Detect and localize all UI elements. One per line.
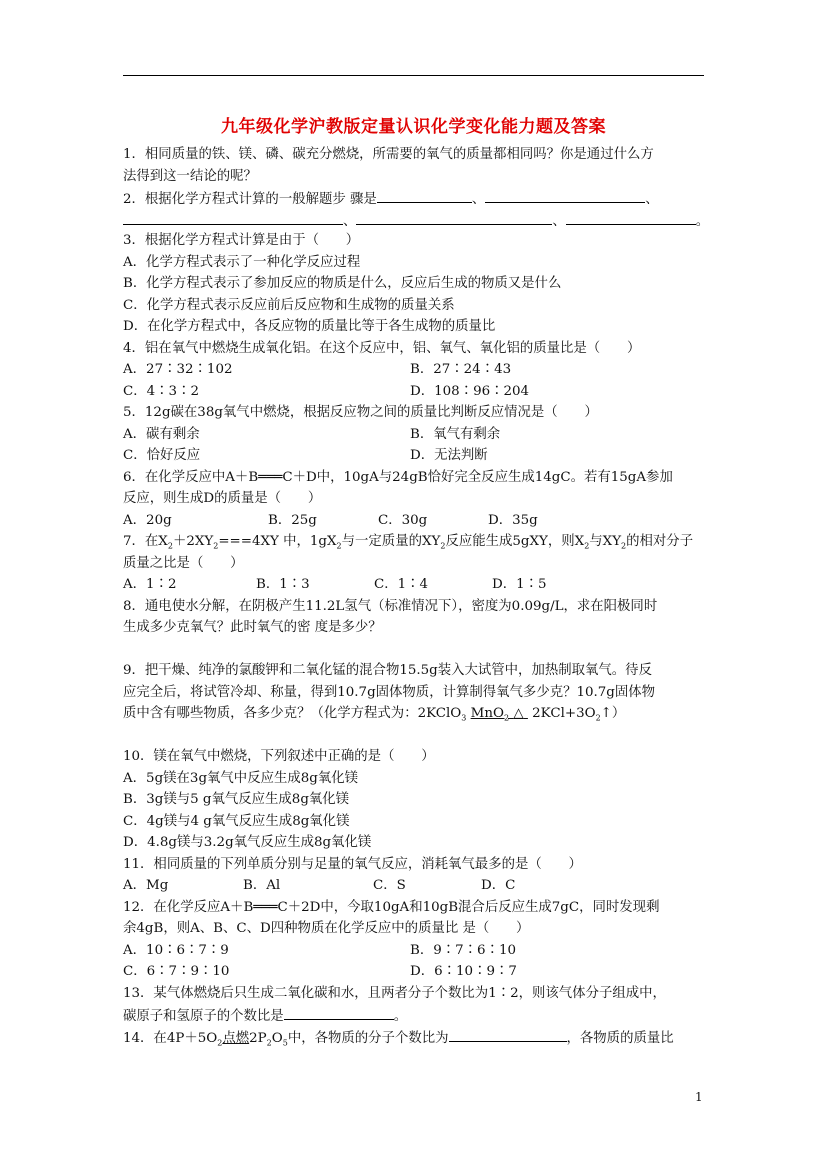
q8-line-1: 8．通电使水分解，在阴极产生11.2L氢气（标准情况下），密度为0.09g/L，求在阳极同时 xyxy=(123,598,658,614)
q6-option-b: B．25g xyxy=(268,512,317,528)
q6-line-2: 反应，则生成D的质量是（ ） xyxy=(123,491,322,506)
q9-line-2: 应完全后，将试管冷却、称量，得到10.7g固体物质，计算制得氧气多少克？10.7g固体物 xyxy=(123,684,656,700)
q14-line-1: 14．在$4P+5O_2$点燃$2P_2O_5$中，各物质的分子个数比为 ，各物质的质量比 xyxy=(123,1026,707,1048)
q11-option-b: B．Al xyxy=(243,878,281,893)
q2-line-1: 2．根据化学方程式计算的一般解题步 骤是 、 、 xyxy=(123,187,707,209)
q3-stem: 3．根据化学方程式计算是由于（ ） xyxy=(123,233,360,248)
header-rule xyxy=(123,75,704,76)
q5-stem: 5．12g碳在38g氧气中燃烧，根据反应物之间的质量比判断反应情况是（ ） xyxy=(123,405,598,420)
q7-option-c: C．1∶4 xyxy=(374,577,429,592)
answer-blank[interactable] xyxy=(449,1026,567,1042)
q11-option-a: A．Mg xyxy=(123,878,169,893)
q6-option-c: C．30g xyxy=(378,512,428,528)
q6-options xyxy=(123,510,707,532)
q3-option-a: A．化学方程式表示了一种化学反应过程 xyxy=(123,254,361,270)
q13-line-2: 碳原子和氢原子的个数比是 。 xyxy=(123,1004,707,1026)
q8-line-2: 生成多少克氧气？此时氧气的密 度是多少？ xyxy=(123,620,382,635)
q7-options xyxy=(123,574,707,596)
answer-blank[interactable] xyxy=(377,187,472,203)
q6-option-d: D．35g xyxy=(488,512,538,528)
q4-options-cd xyxy=(123,381,707,403)
q9-line-1: 9．把干燥、纯净的氯酸钾和二氧化锰的混合物15.5g装入大试管中，加热制取氧气。待反 xyxy=(123,663,652,678)
q10-stem: 10．镁在氧气中燃烧，下列叙述中正确的是（ ） xyxy=(123,749,435,764)
q5-option-b: B．氧气有剩余 xyxy=(410,426,501,442)
q12-option-b: B．9∶7∶6∶10 xyxy=(410,942,517,958)
q7-option-b: B．1∶3 xyxy=(256,577,310,592)
reaction-condition: MnO$_2$ △ xyxy=(470,706,524,723)
answer-blank[interactable] xyxy=(485,187,645,203)
q5-option-c: C．恰好反应 xyxy=(123,448,201,463)
q5-options-ab xyxy=(123,424,707,446)
q4-options-ab xyxy=(123,359,707,381)
q5-options-cd xyxy=(123,445,707,467)
q12-option-c: C．6∶7∶9∶10 xyxy=(123,964,230,979)
q3-option-c: C．化学方程式表示反应前后反应物和生成物的质量关系 xyxy=(123,297,455,313)
answer-blank[interactable] xyxy=(123,209,343,225)
answer-blank[interactable] xyxy=(566,209,696,225)
q12-option-a: A．10∶6∶7∶9 xyxy=(123,942,229,958)
answer-blank[interactable] xyxy=(356,209,552,225)
reaction-condition: 点燃 xyxy=(222,1030,250,1046)
q4-option-b: B．27∶24∶43 xyxy=(410,362,512,377)
q12-line-1: 12．在化学反应A＋B═══C＋2D中，今取10gA和10gB混合后反应生成7gC，同时发现剩 xyxy=(123,899,660,915)
q2-stem: 2．根据化学方程式计算的一般解题步 骤是 xyxy=(123,192,377,207)
q4-option-d: D．108∶96∶204 xyxy=(410,383,530,399)
q4-option-a: A．27∶32∶102 xyxy=(123,362,233,377)
q2-line-2: 、 、 。 xyxy=(123,209,707,231)
q7-option-a: A．1∶2 xyxy=(123,577,177,592)
q13-line-1: 13．某气体燃烧后只生成二氧化碳和水，且两者分子个数比为1∶2，则该气体分子组成中， xyxy=(123,985,666,1001)
page-title: 九年级化学沪教版定量认识化学变化能力题及答案 xyxy=(221,117,606,137)
q10-option-d: D．4.8g镁与3.2g氧气反应生成8g氧化镁 xyxy=(123,835,372,850)
q5-option-a: A．碳有剩余 xyxy=(123,426,200,442)
q12-option-d: D．6∶10∶9∶7 xyxy=(410,964,517,979)
q12-options-cd xyxy=(123,961,707,983)
q4-stem: 4．铝在氧气中燃烧生成氧化铝。在这个反应中，铝、氧气、氧化铝的质量比是（ ） xyxy=(123,340,641,356)
q10-option-a: A．5g镁在3g氧气中反应生成8g氧化镁 xyxy=(123,770,359,786)
q7-option-d: D．1∶5 xyxy=(492,577,547,592)
q11-options xyxy=(123,875,707,897)
q11-option-d: D．C xyxy=(481,878,516,893)
q12-options-ab xyxy=(123,940,707,962)
q1-line-2: 法得到这一结论的呢？ xyxy=(123,168,257,184)
page-number: 1 xyxy=(695,1090,703,1104)
q12-line-2: 余4gB，则A、B、C、D四种物质在化学反应中的质量比 是（ ） xyxy=(123,921,530,936)
q6-line-1: 6．在化学反应中A＋B═══C＋D中，10gA与24gB恰好完全反应生成14gC。若有15gA参加 xyxy=(123,469,673,485)
q9-line-3: 质中含有哪些物质，各多少克？（化学方程式为：2KClO$_3$ MnO$_2$ △ $2KCl+3O_2↑$） xyxy=(123,706,626,723)
q10-option-b: B．3g镁与5 g氧气反应生成8g氧化镁 xyxy=(123,792,350,807)
q7-line-1: 7．在$X_2+2XY_2===4XY$ 中，$1gX_2$与一定质量的$XY_2$反应能生成5gXY，则$X_2$与$XY_2$的相对分子 xyxy=(123,534,694,551)
answer-blank[interactable] xyxy=(284,1004,394,1020)
q3-option-d: D．在化学方程式中，各反应物的质量比等于各生成物的质量比 xyxy=(123,319,496,334)
q3-option-b: B．化学方程式表示了参加反应的物质是什么，反应后生成的物质又是什么 xyxy=(123,276,562,291)
q5-option-d: D．无法判断 xyxy=(410,448,488,463)
heat-triangle-icon: △ xyxy=(513,706,524,721)
document-body xyxy=(123,144,710,1048)
q11-option-c: C．S xyxy=(373,878,406,893)
q10-option-c: C．4g镁与4 g氧气反应生成8g氧化镁 xyxy=(123,813,350,829)
q1-line-1: 1．相同质量的铁、镁、磷、碳充分燃烧，所需要的氧气的质量都相同吗？你是通过什么方 xyxy=(123,147,654,162)
q7-line-2: 质量之比是（ ） xyxy=(123,555,244,571)
q4-option-c: C．4∶3∶2 xyxy=(123,383,199,399)
q6-option-a: A．20g xyxy=(123,512,172,528)
q11-stem: 11．相同质量的下列单质分别与足量的氧气反应，消耗氧气最多的是（ ） xyxy=(123,856,582,872)
